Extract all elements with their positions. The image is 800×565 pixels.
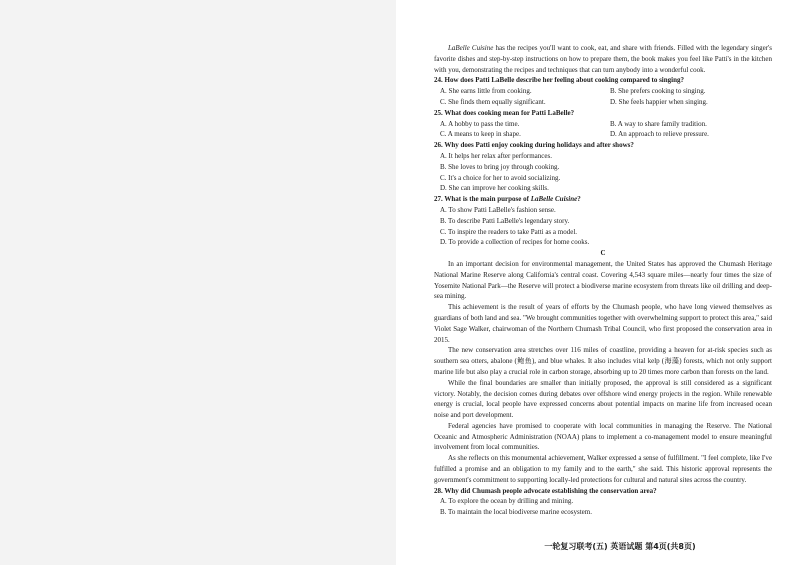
question-28-stem: 28. Why did Chumash people advocate establishing the conservation area?: [434, 486, 657, 495]
q24-option-c: C. She finds them equally significant.: [440, 97, 546, 106]
question-24-options: [434, 86, 772, 108]
q26-option-a: A. It helps her relax after performances.: [440, 151, 552, 160]
q24-option-a: A. She earns little from cooking.: [440, 87, 532, 96]
q28-option-a: A. To explore the ocean by drilling and mining.: [440, 497, 574, 506]
q27-stem-prefix: 27. What is the main purpose of: [434, 195, 531, 204]
passage-c-paragraph-1: In an important decision for environmental management, the United States has approved the Chumash Heritage National Marine Reserve along California's central coast. Covering 4,543 square miles—nearly four times the size of Yosemite National Park—the Reserve will protect a biodiverse marine ecosystem from threats like oil drilling and deep-sea mining.: [434, 259, 772, 301]
q25-option-c: C. A means to keep in shape.: [440, 130, 521, 139]
q27-option-d: D. To provide a collection of recipes for home cooks.: [440, 238, 590, 247]
question-25-options: [434, 119, 772, 141]
intro-paragraph: [434, 43, 772, 75]
q28-option-b: B. To maintain the local biodiverse marine ecosystem.: [440, 508, 592, 517]
q24-option-b: B. She prefers cooking to singing.: [610, 87, 706, 96]
question-27-options: [434, 205, 772, 248]
intro-text: has the recipes you'll want to cook, eat, and share with friends. Filled with the legendary singer's favorite dishes and step-by-step instructions on how to prepare them, the book makes you feel like Patti's in the kitchen with you, demonstrating the recipes and techniques that can turn anybody into a wonderful cook.: [434, 44, 772, 74]
q26-option-d: D. She can improve her cooking skills.: [440, 184, 549, 193]
passage-c-paragraph-6: As she reflects on this monumental achievement, Walker expressed a sense of fulfillment. "I feel complete, like I've fulfilled a promise and an obligation to my family and to the earth," she said. This historic approval represents the government's commitment to supporting locally-led protections for cultural and natural sites across the country.: [434, 454, 772, 484]
passage-c-paragraph-2: This achievement is the result of years of efforts by the Chumash people, who have long viewed themselves as guardians of both land and sea. "We brought communities together with overwhelming support to protect this area," said Violet Sage Walker, chairwoman of the Northern Chumash Tribal Council, who first proposed the conservation area in 2015.: [434, 303, 772, 344]
q27-option-a: A. To show Patti LaBelle's fashion sense.: [440, 205, 556, 214]
q26-option-b: B. She loves to bring joy through cooking.: [440, 162, 560, 171]
q26-option-c: C. It's a choice for her to avoid socializing.: [440, 173, 561, 182]
question-26-stem: 26. Why does Patti enjoy cooking during holidays and after shows?: [434, 141, 634, 150]
q25-option-b: B. A way to share family tradition.: [610, 119, 707, 128]
page-footer: 一轮复习联考(五) 英语试题 第4页(共8页): [544, 542, 696, 551]
section-c-heading: C: [600, 249, 606, 258]
q27-option-c: C. To inspire the readers to take Patti as a model.: [440, 227, 578, 236]
question-26-options: [434, 151, 772, 194]
q24-option-d: D. She feels happier when singing.: [610, 97, 708, 106]
question-27-stem: [434, 194, 772, 205]
q25-option-a: A. A hobby to pass the time.: [440, 119, 520, 128]
passage-c-paragraph-4: While the final boundaries are smaller than initially proposed, the approval is still considered as a significant victory. Notably, the decision comes during debates over offshore wind energy projects in the region. While renewable energy is crucial, local people have expressed concerns about potential impacts on marine life from increased ocean noise and port development.: [434, 378, 772, 420]
passage-c-paragraph-3: The new conservation area stretches over 116 miles of coastline, providing a heaven for at-risk species such as southern sea otters, abalone (鲍鱼), and blue whales. It also includes vital kelp (海藻) forests, which not only support marine life but also play a crucial role in carbon storage, absorbing up to 20 times more carbon than forests on the land.: [434, 346, 772, 376]
q27-stem-suffix: ?: [577, 195, 581, 204]
book-title: LaBelle Cuisine: [448, 44, 494, 52]
q25-option-d: D. An approach to relieve pressure.: [610, 130, 709, 139]
question-28-options: [434, 496, 772, 518]
q27-option-b: B. To describe Patti LaBelle's legendary story.: [440, 216, 570, 225]
page-content: [434, 43, 772, 518]
q27-stem-title: LaBelle Cuisine: [530, 195, 578, 204]
passage-c-paragraph-5: Federal agencies have promised to cooperate with local communities in managing the Reserve. The National Oceanic and Atmospheric Administration (NOAA) plans to implement a co-management model to ensure meaningful involvement from local communities.: [434, 421, 772, 452]
question-25-stem: 25. What does cooking mean for Patti LaBelle?: [434, 108, 575, 117]
question-24-stem: 24. How does Patti LaBelle describe her feeling about cooking compared to singing?: [434, 76, 684, 85]
